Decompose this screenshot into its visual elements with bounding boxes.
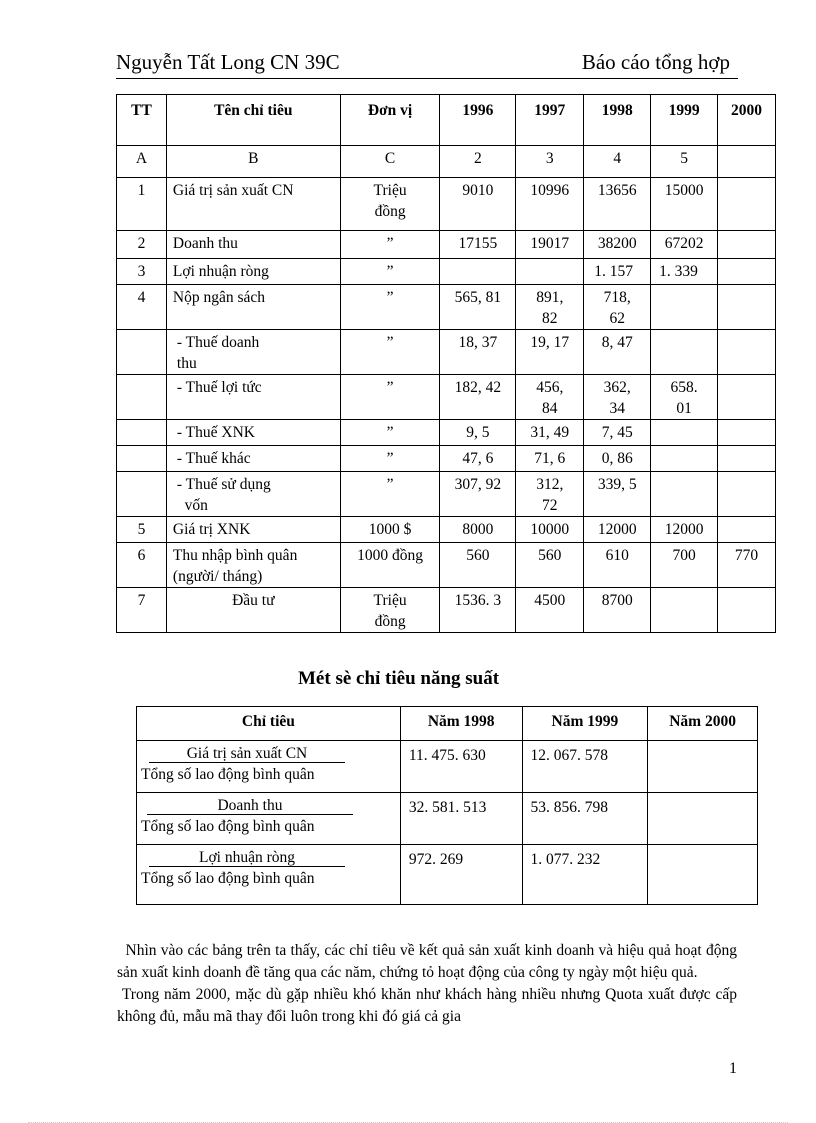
column-header: Năm 2000 [648,707,758,741]
table-cell: 8000 [440,517,516,543]
indicator-fraction-cell [137,793,401,845]
table-cell: 19017 [516,231,584,259]
table-row [117,285,776,330]
table-cell: ” [340,259,440,285]
table-row [117,146,776,178]
table-row [117,330,776,375]
value-cell: 972. 269 [400,845,522,905]
table-row [117,420,776,446]
fraction-numerator: Doanh thu [147,798,353,815]
fraction [137,793,400,838]
table-cell: 15000 [651,178,718,231]
table-cell: 31, 49 [516,420,584,446]
table-cell [718,146,776,178]
table-row [117,446,776,472]
table-cell: 67202 [651,231,718,259]
table-cell: 10996 [516,178,584,231]
table-cell: ” [340,375,440,420]
table-cell: Giá trị sản xuất CN [166,178,340,231]
table-cell: ” [340,472,440,517]
table-cell [651,446,718,472]
table-cell: 456, 84 [516,375,584,420]
table-cell: 312, 72 [516,472,584,517]
table-row [117,472,776,517]
table-cell [718,517,776,543]
column-header: 1999 [651,95,718,146]
value-cell: 53. 856. 798 [522,793,648,845]
table-cell: Giá trị XNK [166,517,340,543]
column-header: Chỉ tiêu [137,707,401,741]
column-header: 1998 [584,95,651,146]
table-cell: - Thuế khác [166,446,340,472]
table-row [117,178,776,231]
table-cell [117,420,167,446]
table-cell: 10000 [516,517,584,543]
table-cell: 9010 [440,178,516,231]
value-cell [648,741,758,793]
table-cell: Triệu đồng [340,178,440,231]
fraction-numerator: Lợi nhuận ròng [149,850,345,867]
table-cell [718,375,776,420]
table-cell: ” [340,285,440,330]
table-cell: - Thuế doanh thu [166,330,340,375]
table-cell: 2 [440,146,516,178]
section-subtitle: Mét sè chỉ tiêu năng suất [298,668,500,689]
table-cell: 891, 82 [516,285,584,330]
table-cell: 19, 17 [516,330,584,375]
column-header: 2000 [718,95,776,146]
indicator-fraction-cell [137,845,401,905]
value-cell [648,845,758,905]
table-cell: 12000 [651,517,718,543]
table-row [117,543,776,588]
table-row [117,231,776,259]
paragraph: Nhìn vào các bảng trên ta thấy, các chỉ tiêu về kết quả sản xuất kinh doanh và hiệu quả hoạt động sản xuất kinh doanh đề tăng qua các năm, chứng tỏ hoạt động của công ty ngày một hiệu quả. [117,942,741,981]
table-cell: 8700 [584,588,651,633]
table-cell: 718, 62 [584,285,651,330]
column-header: Tên chỉ tiêu [166,95,340,146]
table-cell: 182, 42 [440,375,516,420]
table-cell: 700 [651,543,718,588]
table-cell: 8, 47 [584,330,651,375]
table-cell [651,588,718,633]
body-text [117,940,741,1028]
table-cell: 0, 86 [584,446,651,472]
indicator-fraction-cell [137,741,401,793]
table-cell: Đầu tư [166,588,340,633]
table-cell: 5 [117,517,167,543]
table-header-row [117,95,776,146]
table-cell: 362, 34 [584,375,651,420]
value-cell: 32. 581. 513 [400,793,522,845]
table-cell: 4 [117,285,167,330]
table-cell: 560 [440,543,516,588]
table-cell: B [166,146,340,178]
page-header [116,50,738,79]
fraction [137,845,400,890]
table-cell: 1. 157 [584,259,651,285]
column-header: 1997 [516,95,584,146]
table-cell: 2 [117,231,167,259]
table-cell: 339, 5 [584,472,651,517]
table-cell: 1536. 3 [440,588,516,633]
table-cell: 9, 5 [440,420,516,446]
table-cell [516,259,584,285]
table-cell: ” [340,420,440,446]
table-cell [718,446,776,472]
table-cell [718,588,776,633]
table-cell: 307, 92 [440,472,516,517]
fraction [137,741,400,786]
column-header: 1996 [440,95,516,146]
table-cell [651,472,718,517]
table-cell: 1000 $ [340,517,440,543]
table-cell: ” [340,446,440,472]
table-cell: 560 [516,543,584,588]
table-cell [718,420,776,446]
page-number: 1 [729,1060,737,1077]
table-cell [117,472,167,517]
table-cell: 71, 6 [516,446,584,472]
table-cell: 5 [651,146,718,178]
table-cell [117,446,167,472]
table-cell: 6 [117,543,167,588]
table-cell [718,178,776,231]
table-cell: 1000 đồng [340,543,440,588]
table-cell: 18, 37 [440,330,516,375]
table-row [117,588,776,633]
table-cell: 4 [584,146,651,178]
table-cell: 7 [117,588,167,633]
table-cell: 12000 [584,517,651,543]
author-course: Nguyễn Tất Long CN 39C [116,50,340,74]
table-cell: Triệu đồng [340,588,440,633]
table-cell: 658. 01 [651,375,718,420]
table-cell [651,330,718,375]
report-title: Báo cáo tổng hợp [581,50,730,74]
fraction-numerator: Giá trị sản xuất CN [149,746,345,763]
table-cell: 565, 81 [440,285,516,330]
column-header: Năm 1999 [522,707,648,741]
value-cell: 1. 077. 232 [522,845,648,905]
table-cell [117,330,167,375]
indicators-table [116,94,776,633]
table-cell [117,375,167,420]
value-cell: 12. 067. 578 [522,741,648,793]
table-cell: Nộp ngân sách [166,285,340,330]
table-cell: 38200 [584,231,651,259]
table-cell: 3 [117,259,167,285]
table-cell: 7, 45 [584,420,651,446]
paragraph: Trong năm 2000, mặc dù gặp nhiều khó khăn như khách hàng nhiều nhưng Quota xuất được cấp không đủ, mẫu mã thay đổi luôn trong khi đó giá cả gia [117,986,741,1025]
table-cell: ” [340,330,440,375]
table-cell [718,285,776,330]
table-cell [651,285,718,330]
table-row [137,845,758,905]
table-cell: Thu nhập bình quân (người/ tháng) [166,543,340,588]
table-cell: - Thuế sử dụng vốn [166,472,340,517]
value-cell: 11. 475. 630 [400,741,522,793]
table-cell: 770 [718,543,776,588]
column-header: Năm 1998 [400,707,522,741]
table-cell: A [117,146,167,178]
table-cell: - Thuế lợi tức [166,375,340,420]
table-row [117,517,776,543]
table-row [137,741,758,793]
column-header: TT [117,95,167,146]
productivity-table [136,706,758,905]
fraction-denominator: Tổng số lao động bình quân [141,766,315,783]
fraction-denominator: Tổng số lao động bình quân [141,818,315,835]
table-cell: 17155 [440,231,516,259]
table-cell: 47, 6 [440,446,516,472]
table-cell [440,259,516,285]
column-header: Đơn vị [340,95,440,146]
value-cell [648,793,758,845]
table-row [117,375,776,420]
table-cell [651,420,718,446]
table-cell [718,231,776,259]
table-row [117,259,776,285]
table-cell: ” [340,231,440,259]
table-cell: 610 [584,543,651,588]
table-cell: C [340,146,440,178]
table-cell [718,472,776,517]
table-cell: 3 [516,146,584,178]
table-cell [718,330,776,375]
table-cell: - Thuế XNK [166,420,340,446]
table-cell: Lợi nhuận ròng [166,259,340,285]
table-row [137,793,758,845]
table-header-row [137,707,758,741]
table-cell: 1 [117,178,167,231]
table-cell: 4500 [516,588,584,633]
table-cell: Doanh thu [166,231,340,259]
fraction-denominator: Tổng số lao động bình quân [141,870,315,887]
table-cell: 13656 [584,178,651,231]
table-cell [718,259,776,285]
table-cell: 1. 339 [651,259,718,285]
